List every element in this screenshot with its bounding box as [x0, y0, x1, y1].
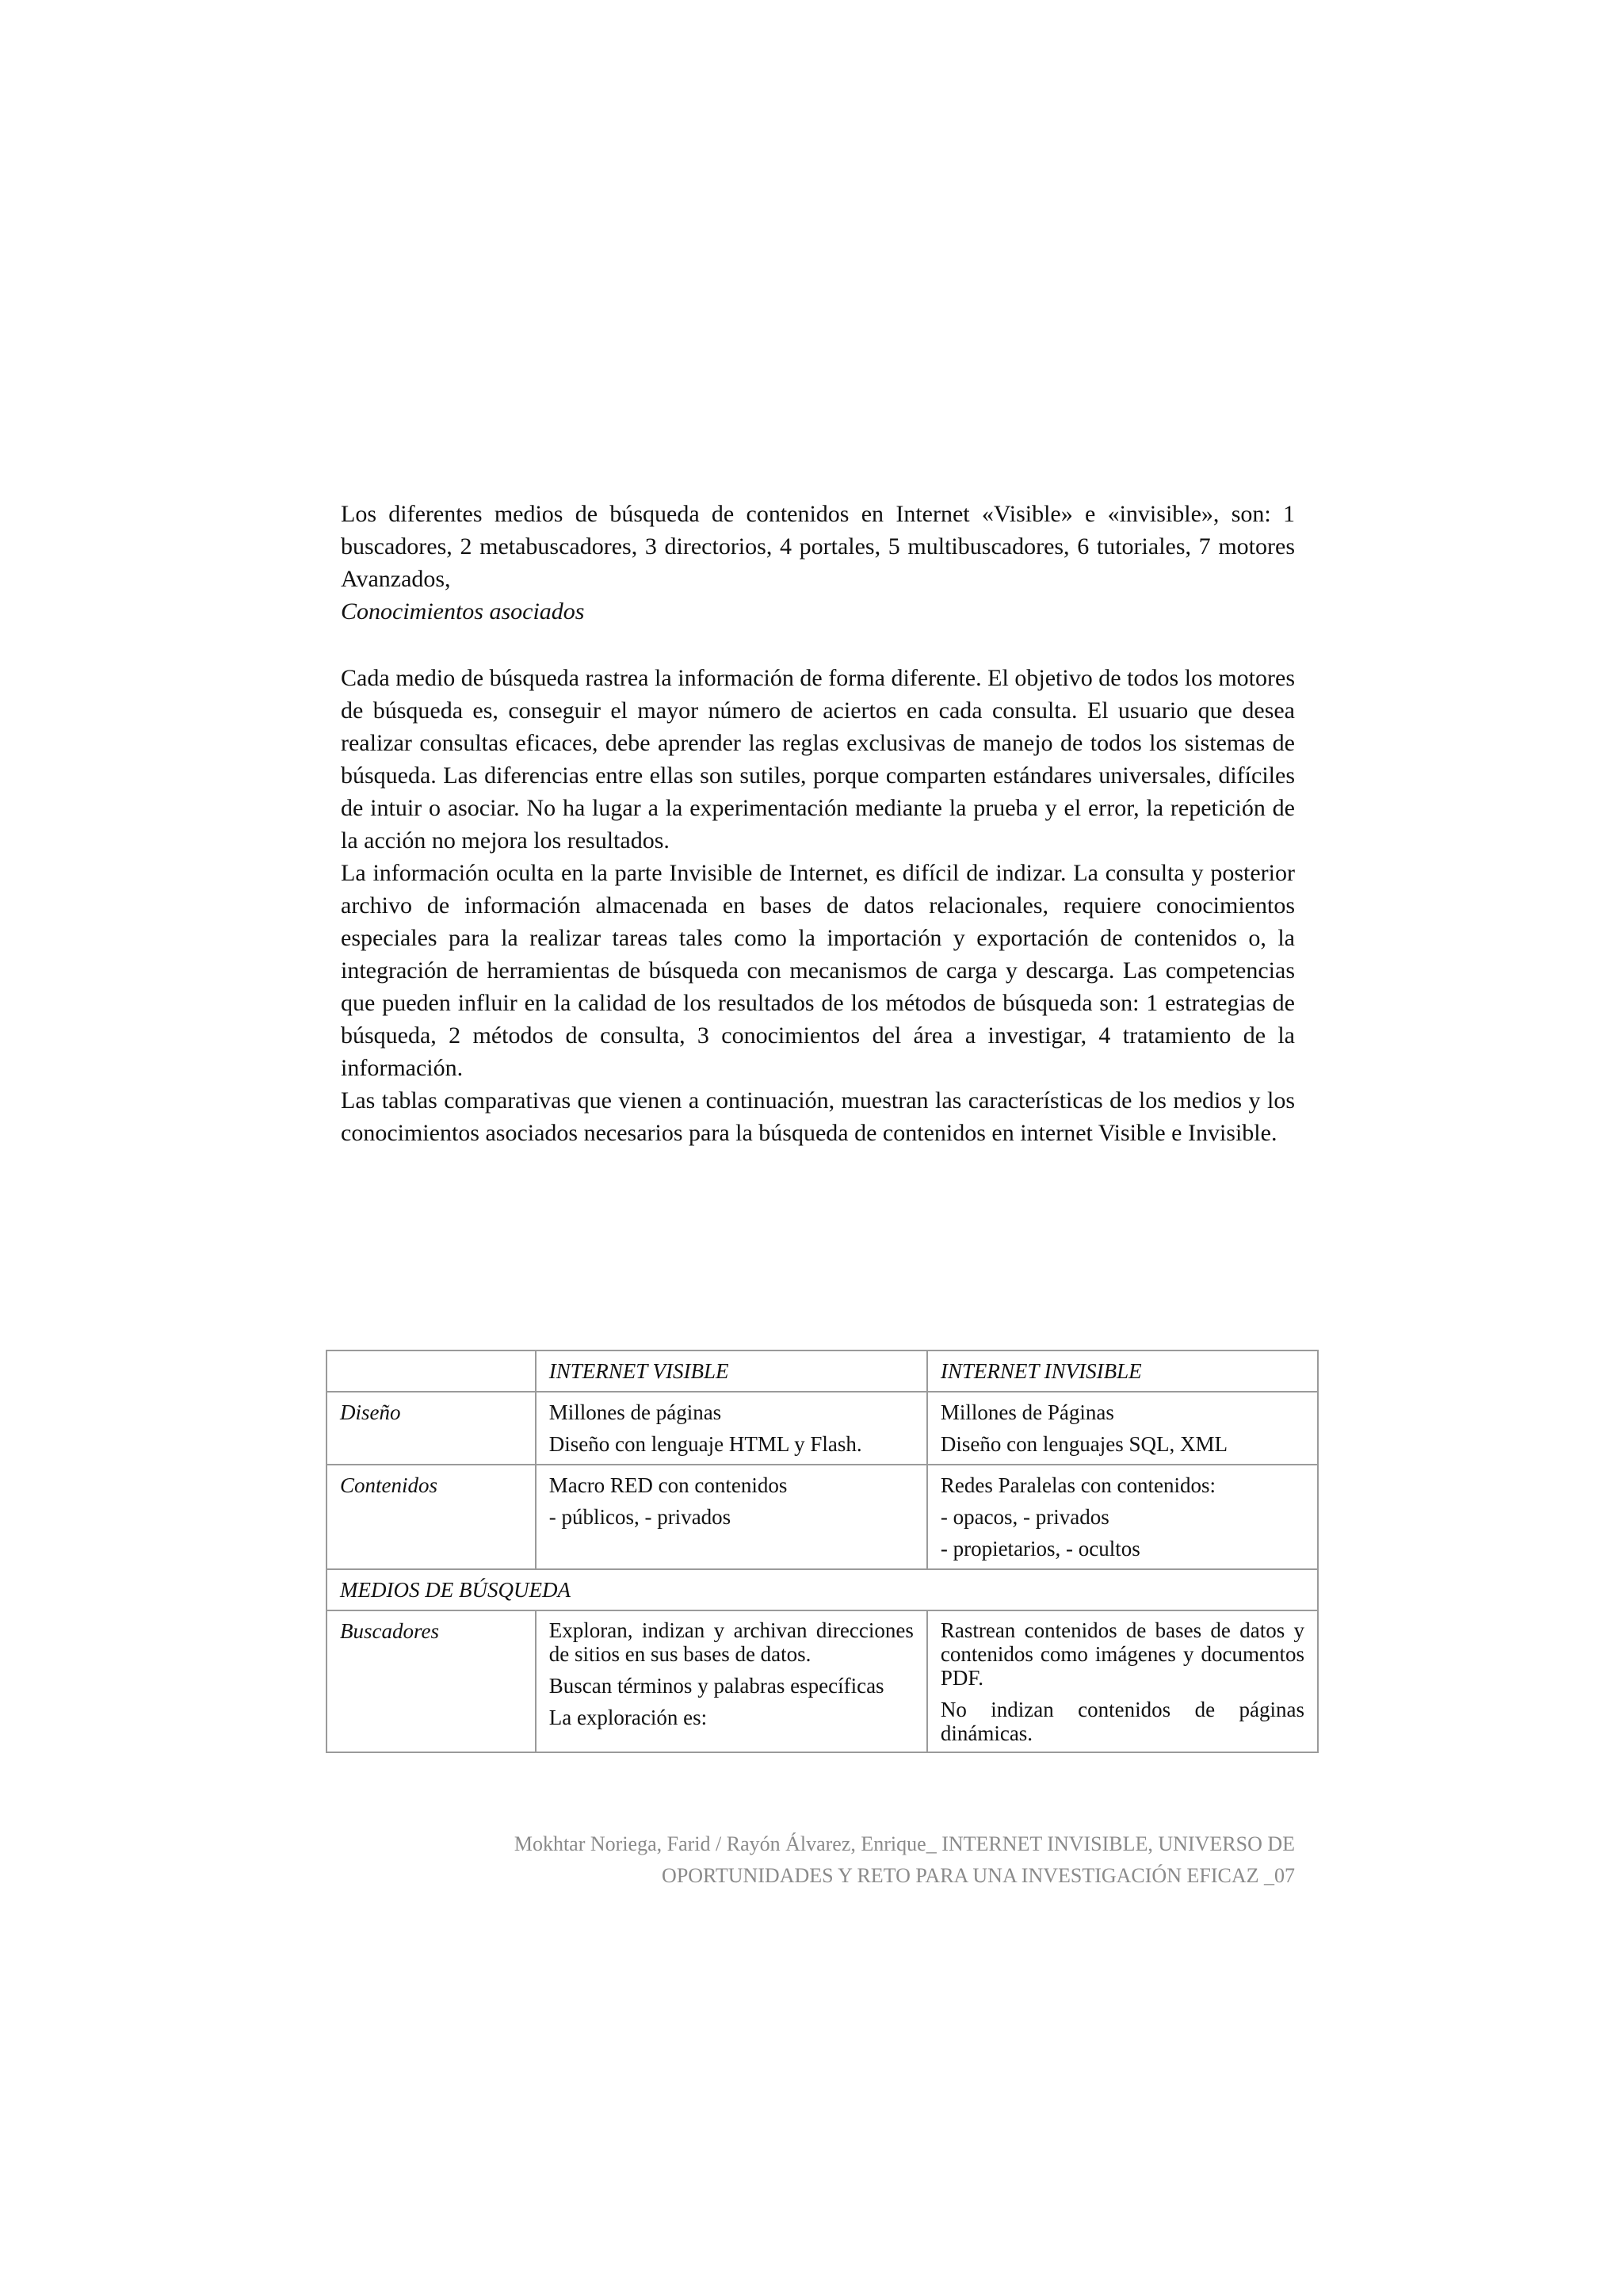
cell-line: Exploran, indizan y archivan direcciones de sitios en sus bases de datos. — [548, 1618, 914, 1666]
cell-line: Redes Paralelas con contenidos: — [940, 1473, 1216, 1497]
cell-contenidos-invisible — [927, 1465, 1318, 1569]
cell-line: Diseño con lenguaje HTML y Flash. — [548, 1432, 862, 1456]
cell-line: Millones de páginas — [548, 1400, 722, 1424]
table-row-contenidos — [327, 1465, 1318, 1569]
cell-line: Macro RED con contenidos — [548, 1473, 788, 1497]
footer-line-1: Mokhtar Noriega, Farid / Rayón Álvarez, Enrique_ INTERNET INVISIBLE, UNIVERSO DE — [514, 1832, 1295, 1855]
body-text — [341, 498, 1295, 1149]
paragraph-search-media: Cada medio de búsqueda rastrea la información de forma diferente. El objetivo de todos los motores de búsqueda es, conseguir el mayor número de aciertos en cada consulta. El usuario que desea realizar consultas eficaces, debe aprender las reglas exclusivas de manejo de todos los sistemas de búsqueda. Las diferencias entre ellas son sutiles, porque comparten estándares universales, difíciles de intuir o asociar. No ha lugar a la experimentación mediante la prueba y el error, la repetición de la acción no mejora los resultados. — [341, 665, 1295, 854]
table-section-row — [327, 1569, 1318, 1610]
cell-line: Rastrean contenidos de bases de datos y contenidos como imágenes y documentos PDF. — [940, 1618, 1304, 1690]
table-cell-empty — [327, 1350, 536, 1392]
cell-line: Diseño con lenguajes SQL, XML — [940, 1432, 1228, 1456]
cell-line: La exploración es: — [548, 1706, 708, 1729]
table-row-diseno — [327, 1392, 1318, 1465]
cell-contenidos-visible — [536, 1465, 927, 1569]
paragraph-invisible-info: La información oculta en la parte Invisible de Internet, es difícil de indizar. La consulta y posterior archivo de información almacenada en bases de datos relacionales, requiere conocimientos especiales para la realizar tareas tales como la importación y exportación de contenidos o, la integración de herramientas de búsqueda con mecanismos de carga y descarga. Las competencias que pueden influir en la calidad de los resultados de los métodos de búsqueda son: 1 estrategias de búsqueda, 2 métodos de consulta, 3 conocimientos del área a investigar, 4 tratamiento de la información. — [341, 860, 1295, 1081]
table-row-buscadores — [327, 1610, 1318, 1752]
cell-diseno-invisible — [927, 1392, 1318, 1465]
row-label-contenidos: Contenidos — [327, 1465, 536, 1569]
cell-buscadores-visible — [536, 1610, 927, 1752]
cell-line: No indizan contenidos de páginas dinámicas. — [940, 1698, 1304, 1745]
page-footer — [341, 1828, 1295, 1892]
cell-buscadores-invisible — [927, 1610, 1318, 1752]
row-label-buscadores: Buscadores — [327, 1610, 536, 1752]
footer-line-2: OPORTUNIDADES Y RETO PARA UNA INVESTIGACIÓN EFICAZ _07 — [662, 1864, 1295, 1887]
row-label-diseno: Diseño — [327, 1392, 536, 1465]
cell-diseno-visible — [536, 1392, 927, 1465]
intro-paragraph: Los diferentes medios de búsqueda de contenidos en Internet «Visible» e «invisible», son: 1 buscadores, 2 metabuscadores, 3 directorios, 4 portales, 5 multibuscadores, 6 tutoriales, 7 motores Avanzados, — [341, 501, 1295, 592]
section-heading: Conocimientos asociados — [341, 598, 585, 625]
header-internet-invisible: INTERNET INVISIBLE — [927, 1350, 1318, 1392]
cell-line: - opacos, - privados — [940, 1505, 1109, 1529]
comparison-table — [326, 1350, 1319, 1753]
header-internet-visible: INTERNET VISIBLE — [536, 1350, 927, 1392]
section-medios-de-busqueda: MEDIOS DE BÚSQUEDA — [327, 1569, 1318, 1610]
cell-line: Buscan términos y palabras específicas — [548, 1674, 884, 1698]
cell-line: - propietarios, - ocultos — [940, 1537, 1140, 1561]
table-header-row — [327, 1350, 1318, 1392]
paragraph-comparative-tables: Las tablas comparativas que vienen a continuación, muestran las características de los medios y los conocimientos asociados necesarios para la búsqueda de contenidos en internet Visible e Invisible. — [341, 1087, 1295, 1146]
cell-line: - públicos, - privados — [548, 1505, 731, 1529]
cell-line: Millones de Páginas — [940, 1400, 1114, 1424]
